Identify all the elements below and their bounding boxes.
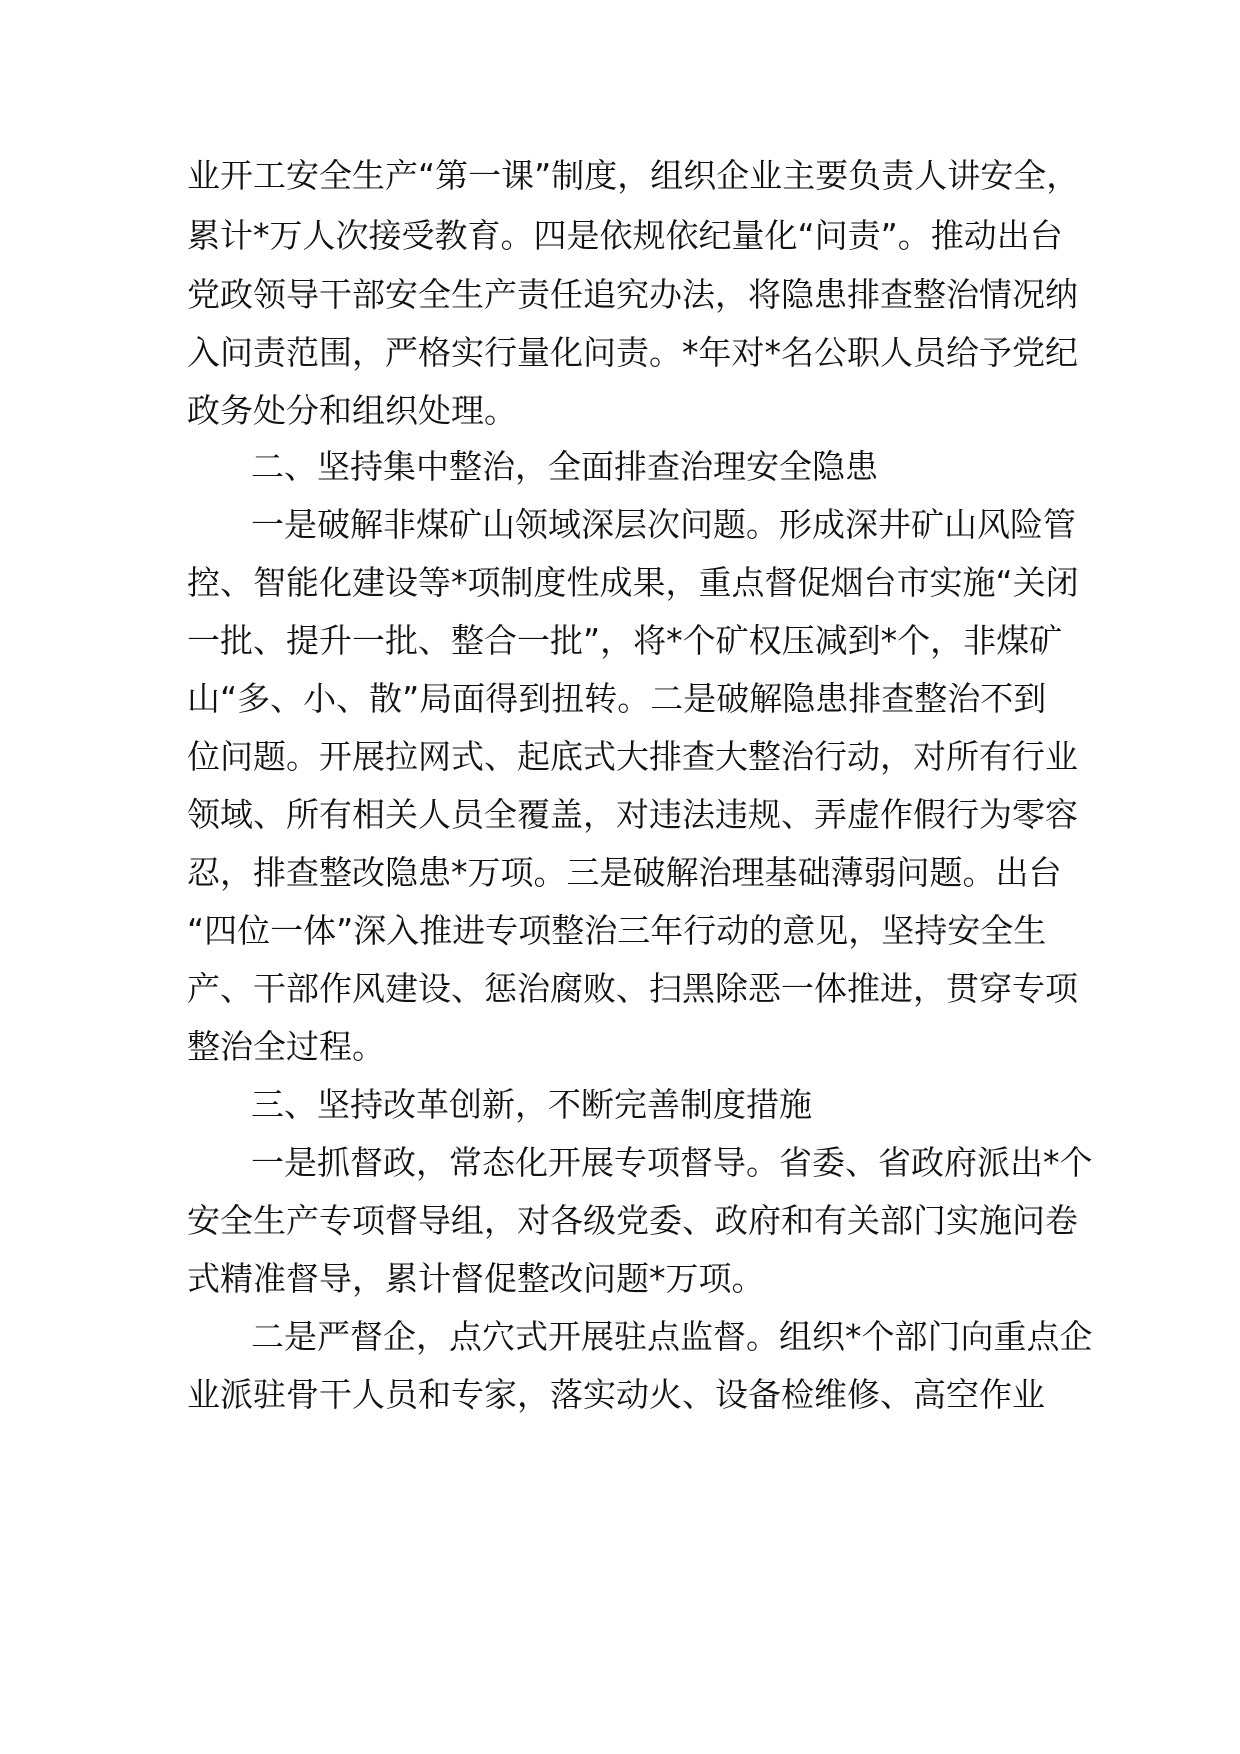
section-heading: 三、坚持改革创新，不断完善制度措施	[251, 1085, 812, 1124]
paragraph-line: 领域、所有相关人员全覆盖，对违法违规、弄虚作假行为零容	[187, 795, 1078, 834]
paragraph-line: 党政领导干部安全生产责任追究办法，将隐患排查整治情况纳	[187, 275, 1078, 314]
paragraph-line: “四位一体”深入推进专项整治三年行动的意见，坚持安全生	[187, 911, 1047, 950]
paragraph-line: 二是严督企，点穴式开展驻点监督。组织*个部门向重点企	[251, 1317, 1093, 1356]
paragraph-line: 位问题。开展拉网式、起底式大排查大整治行动，对所有行业	[187, 737, 1078, 776]
paragraph-line: 业派驻骨干人员和专家，落实动火、设备检维修、高空作业	[187, 1375, 1045, 1414]
paragraph-line: 一是抓督政，常态化开展专项督导。省委、省政府派出*个	[251, 1143, 1093, 1182]
paragraph-line: 一是破解非煤矿山领域深层次问题。形成深井矿山风险管	[251, 505, 1076, 544]
paragraph-line: 一批、提升一批、整合一批”，将*个矿权压减到*个，非煤矿	[187, 621, 1063, 660]
section-heading: 二、坚持集中整治，全面排查治理安全隐患	[251, 447, 878, 486]
paragraph-line: 累计*万人次接受教育。四是依规依纪量化“问责”。推动出台	[187, 216, 1063, 255]
paragraph-line: 忍，排查整改隐患*万项。三是破解治理基础薄弱问题。出台	[187, 853, 1062, 892]
paragraph-line: 山“多、小、散”局面得到扭转。二是破解隐患排查整治不到	[187, 679, 1047, 718]
paragraph-line: 式精准督导，累计督促整改问题*万项。	[187, 1259, 765, 1298]
paragraph-line: 整治全过程。	[187, 1027, 385, 1066]
paragraph-line: 政务处分和组织处理。	[187, 391, 517, 430]
paragraph-line: 安全生产专项督导组，对各级党委、政府和有关部门实施问卷	[187, 1201, 1078, 1240]
paragraph-line: 入问责范围，严格实行量化问责。*年对*名公职人员给予党纪	[187, 333, 1078, 372]
paragraph-line: 控、智能化建设等*项制度性成果，重点督促烟台市实施“关闭	[187, 563, 1079, 602]
paragraph-line: 业开工安全生产“第一课”制度，组织企业主要负责人讲安全，	[187, 156, 1080, 195]
paragraph-line: 产、干部作风建设、惩治腐败、扫黑除恶一体推进，贯穿专项	[187, 969, 1078, 1008]
